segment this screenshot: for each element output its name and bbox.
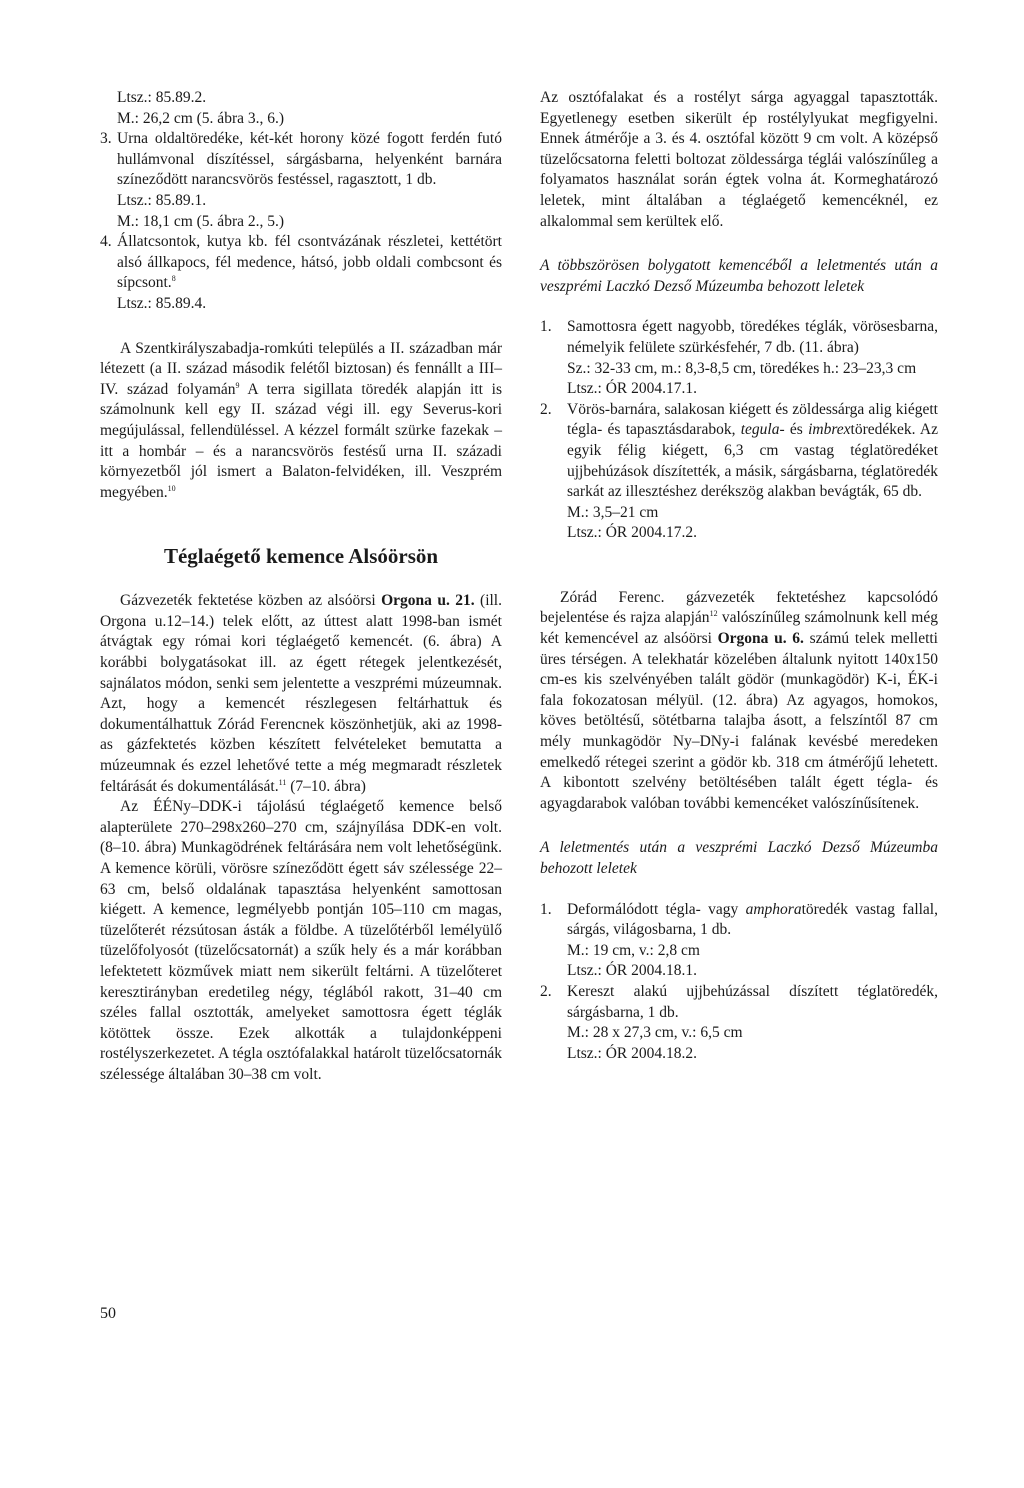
item-measure: M.: 3,5–21 cm — [567, 503, 659, 521]
item-measure: M.: 18,1 cm (5. ábra 2., 5.) — [117, 212, 285, 230]
right-column — [540, 88, 938, 1064]
paragraph-settlement: A Szentkirályszabadja-romkúti település a II. században már létezett (a II. század második felétől biztosan) és fennállt a III–IV. század folyamán$^9$ A terra sigillata töredék alapján itt is számolnunk kell egy II. század végi ill. egy Severus-kori megújulással, fellendüléssel. A kézzel formált szürke fazekak – itt a hombár – és a narancsvörös festésű urna II. századi környezetből jól ismert a Balaton-felvidéken, ill. Veszprém megyében.$^{10}$ — [100, 339, 502, 501]
item-ltsz: Ltsz.: ÓR 2004.17.2. — [567, 524, 698, 542]
section-heading: Téglaégető kemence Alsóörsön — [163, 544, 439, 569]
footnote-ref: 11 — [278, 777, 287, 787]
item-number: 2. — [540, 400, 552, 418]
footnote-ref: 12 — [709, 609, 718, 619]
item-ltsz: Ltsz.: 85.89.4. — [117, 294, 207, 312]
left-column — [100, 88, 502, 1086]
item-number: 2. — [540, 982, 552, 1000]
page-number: 50 — [100, 1305, 116, 1322]
finds-caption: A többszörösen bolygatott kemencéből a leletmentés után a veszprémi Laczkó Dezső Múzeumba behozott leletek — [540, 257, 938, 295]
list-item — [540, 317, 938, 358]
paragraph-kiln-description: Az ÉÉNy–DDK-i tájolású téglaégető kemence belső alapterülete 270–298x260–270 cm, szájnyílása DDK-en volt. (8–10. ábra) Munkagödrének feltárására nem volt lehetőségünk. A kemence körüli, vörösre színeződött égett sáv szélessége 22–63 cm, belső oldalának tapasztása helyenként samottosan kiégett. A kemence, legmélyebb pontján 105–110 cm magas, tüzelőterét rézsútosan ásták a földbe. A tüzelőtérből lemélyülő tüzelőfolyosót (tüzelőcsatornát) a szűk hely és a már korábban lefektetett közművek miatt nem sikerült feltárni. A tüzelőteret keresztirányban eredetileg négy, téglából rakott, 31–40 cm széles fallal osztották, amelyeket samottosra égett téglák kötöttek össze. Ezek alkották a tulajdonképpeni rostélyszerkezetet. A tégla osztófalakkal határolt tüzelőcsatornák szélessége általában 30–38 cm volt. — [100, 798, 502, 1083]
item-text: Vörös-barnára, salakosan kiégett és zöldessárga alig kiégett tégla- és tapasztásdarabok, tegula- és imbrextöredékek. Az egyik félig kiégett, 6,3 cm vastag téglatöredéket ujjbehúzások díszítették, a másik, sárgásbarna, téglatöredék sarkát az illesztéshez derékszög alakban bevágták, 65 db. — [567, 400, 938, 501]
footnote-ref: 9 — [235, 380, 240, 390]
finds-caption: A leletmentés után a veszprémi Laczkó Dezső Múzeumba behozott leletek — [540, 839, 938, 877]
item-ltsz: Ltsz.: 85.89.1. — [117, 191, 207, 209]
item-text: Deformálódott tégla- vagy amphoratöredék vastag fallal, sárgás, világosbarna, 1 db. — [567, 900, 938, 939]
list-item — [540, 400, 938, 503]
item-number: 4. — [100, 233, 112, 251]
list-item — [540, 982, 938, 1023]
footnote-ref: 8 — [171, 274, 176, 284]
item-text-body: Állatcsontok, kutya kb. fél csontvázának részletei, kettétört alsó állkapocs, fél medence, hátsó, jobb oldali combcsont és sípcsont. — [117, 233, 502, 292]
item-number: 1. — [540, 318, 552, 336]
list-item — [100, 232, 502, 294]
item-size: Sz.: 32-33 cm, m.: 8,3-8,5 cm, töredékes h.: 23–23,3 cm — [567, 359, 917, 377]
item-measure: M.: 19 cm, v.: 2,8 cm — [567, 941, 700, 959]
item-number: 3. — [100, 130, 112, 148]
item-ltsz: Ltsz.: ÓR 2004.18.1. — [567, 962, 698, 980]
item-text: Samottosra égett nagyobb, töredékes téglák, vörösesbarna, némelyik felülete szürkésfehér, 7 db. (11. ábra) — [567, 318, 938, 356]
item-text: Urna oldaltöredéke, két-két horony közé fogott ferdén futó hullámvonal díszítéssel, sárgásbarna, helyenként barnára színeződött narancsvörös festéssel, ragasztott, 1 db. — [117, 130, 502, 189]
footnote-ref: 10 — [167, 483, 176, 493]
item-text: Kereszt alakú ujjbehúzással díszített téglatöredék, sárgásbarna, 1 db. — [567, 982, 938, 1021]
paragraph-further-kilns: Zórád Ferenc. gázvezeték fektetéshez kapcsolódó bejelentése és rajza alapján$^{12}$ valószínűleg számolnunk kell még két kemencével az alsóörsi Orgona u. 6. számú telek melletti üres térségen. A telekhatár közelében általunk nyitott 140x150 cm-es kis szelvényében talált gödör (munkagödör) K-i, ÉK-i fala fokozatosan mélyül. (12. ábra) Az agyagos, homokos, köves betöltésű, sötétbarna talajba ásott, a felszíntől 87 cm mély munkagödör Ny–DNy-i falának kevésbé meredeken emelkedő rétegei szerint a gödör kb. 318 cm átmérőjű lehetett. A kibontott szelvény betöltésében talált égett tégla- és agyagdarabok valóban további kemencéket valószínűsítenek. — [540, 588, 938, 812]
item-ltsz: Ltsz.: ÓR 2004.17.1. — [567, 380, 698, 398]
record-2-ltsz: Ltsz.: 85.89.2. — [117, 89, 207, 106]
list-item — [540, 900, 938, 941]
item-measure: M.: 28 x 27,3 cm, v.: 6,5 cm — [567, 1024, 743, 1042]
paragraph-kiln-continued: Az osztófalakat és a rostélyt sárga agyaggal tapasztották. Egyetlenegy esetben sikerült ép rostélylyukat megfigyelni. Ennek átmérője a 3. és 4. osztófal között 9 cm volt. A középső tüzelőcsatorna feletti boltozat zöldessárga téglái valószínűleg a folyamatos használat során égtek volna át. Kormeghatározó leletek, mint általában a téglaégető kemencéknél, ez alkalommal sem kerültek elő. — [540, 89, 938, 230]
list-item — [100, 129, 502, 191]
item-ltsz: Ltsz.: ÓR 2004.18.2. — [567, 1044, 698, 1062]
record-2-measure: M.: 26,2 cm (5. ábra 3., 6.) — [117, 109, 285, 127]
item-text — [117, 232, 502, 294]
paragraph-kiln-intro: Gázvezeték fektetése közben az alsóörsi Orgona u. 21. (ill. Orgona u.12–14.) telek előtt, az úttest alatt 1998-ban ismét átvágtak egy római kori téglaégető kemencét. (6. ábra) A korábbi bolygatásokat ill. az égett rétegek jelentkezését, sajnálatos módon, senki sem jelentette a veszprémi múzeumnak. Azt, hogy a kemencét részlegesen feltárhattuk és dokumentálhattuk Zórád Ferencnek köszönhetjük, aki az 1998-as gázfektetés közben készített felvételeket bemutatta a múzeumnak és ezzel lehetővé tette a még megmaradt részletek feltárását és dokumentálását.$^{11}$ (7–10. ábra) — [100, 592, 502, 795]
item-number: 1. — [540, 900, 552, 918]
